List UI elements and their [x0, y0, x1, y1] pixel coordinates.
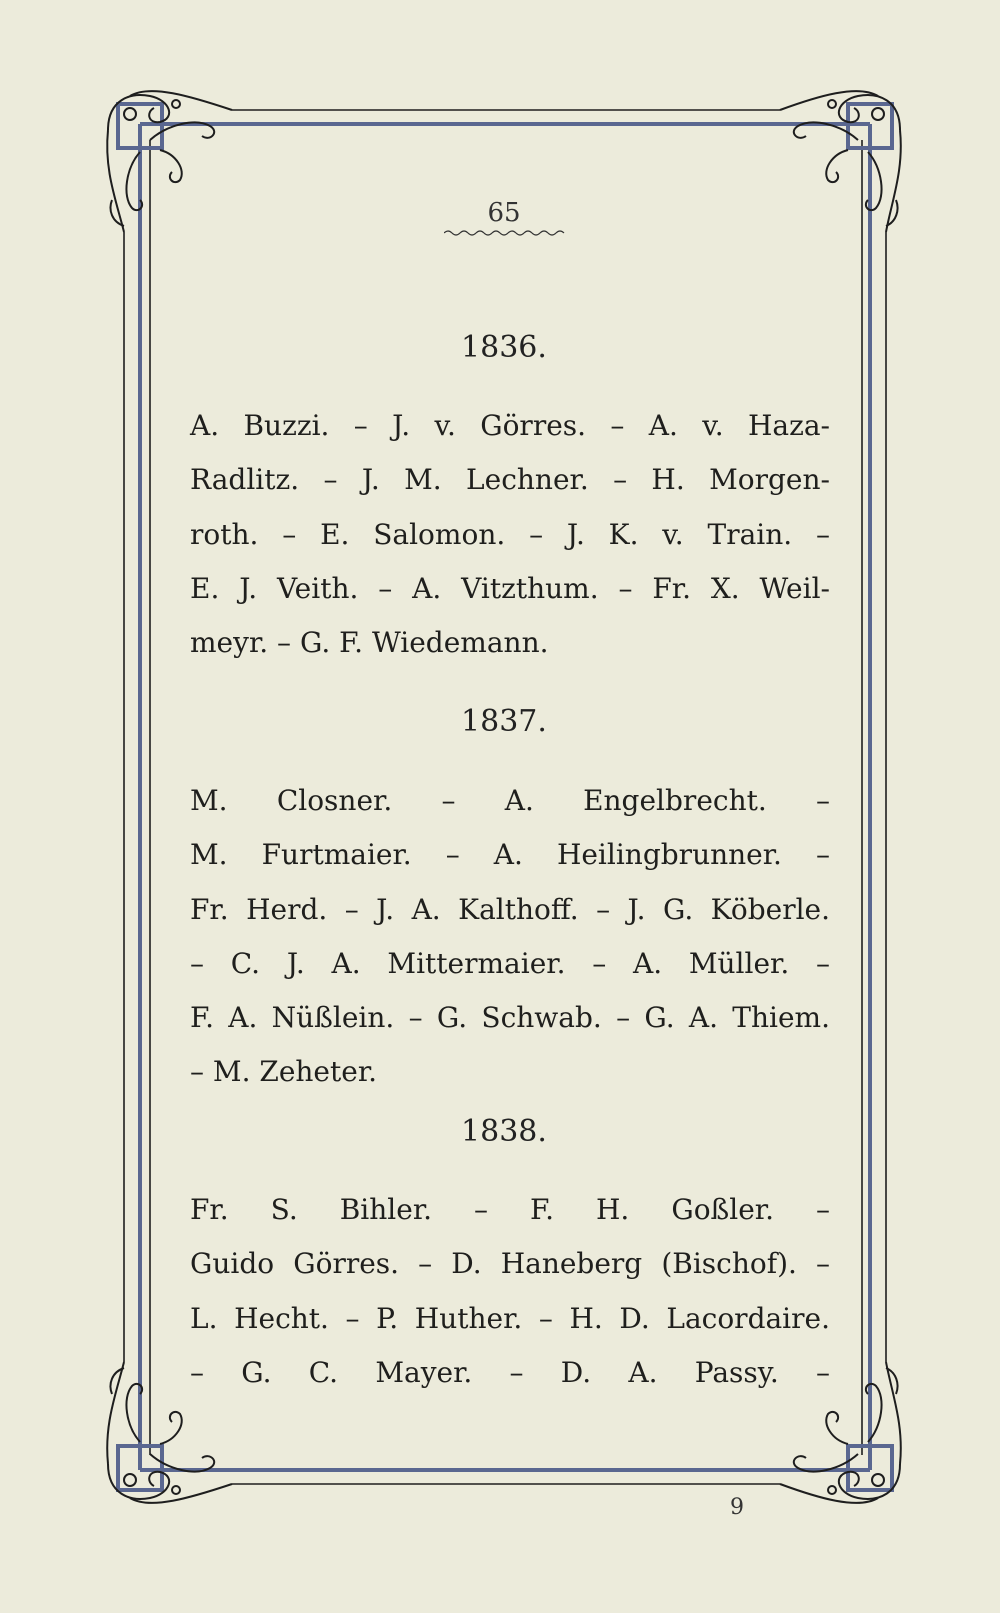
text-line: – C. J. A. Mittermaier. – A. Müller. – [190, 946, 830, 980]
text-line: Fr. S. Bihler. – F. H. Goßler. – [190, 1193, 830, 1226]
text-line: E. J. Veith. – A. Vitzthum. – Fr. X. Weil- [190, 571, 830, 605]
year-heading-1838: 1838. [461, 1114, 547, 1149]
text-line: F. A. Nüßlein. – G. Schwab. – G. A. Thiem. [190, 1001, 830, 1035]
text-line: M. Closner. – A. Engelbrecht. – [190, 784, 830, 817]
text-line: – G. C. Mayer. – D. A. Passy. – [190, 1355, 830, 1389]
names-paragraph-1836 [190, 399, 830, 670]
text-line: Radlitz. – J. M. Lechner. – H. Morgen- [190, 463, 830, 497]
text-line: M. Furtmaier. – A. Heilingbrunner. – [190, 838, 830, 872]
text-line: meyr. – G. F. Wiedemann. [190, 626, 549, 660]
year-heading-1837: 1837. [461, 704, 547, 739]
text-line: A. Buzzi. – J. v. Görres. – A. v. Haza- [190, 409, 830, 442]
text-line: – M. Zeheter. [190, 1055, 378, 1089]
page-number: 65 [487, 198, 521, 228]
year-heading-1836: 1836. [461, 330, 547, 365]
text-line: roth. – E. Salomon. – J. K. v. Train. – [190, 517, 830, 551]
text-line: Guido Görres. – D. Haneberg (Bischof). – [190, 1247, 830, 1281]
text-line: L. Hecht. – P. Huther. – H. D. Lacordaire. [190, 1301, 830, 1335]
signature-mark: 9 [730, 1495, 744, 1520]
wavy-underline-ornament [444, 228, 568, 238]
names-paragraph-1837 [190, 774, 830, 1100]
names-paragraph-1838 [190, 1183, 830, 1400]
text-line: Fr. Herd. – J. A. Kalthoff. – J. G. Köberle. [190, 892, 830, 926]
